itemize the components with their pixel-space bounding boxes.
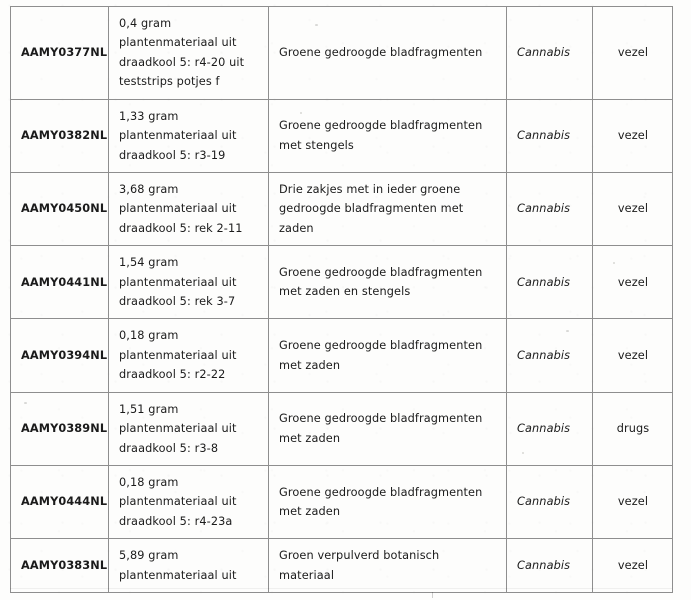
cell-description (109, 392, 269, 465)
cell-classification (593, 246, 673, 319)
observation-line: met zaden (279, 431, 341, 445)
cell-genus (507, 319, 593, 392)
cell-description (109, 466, 269, 539)
cell-genus (507, 539, 593, 593)
cell-observation (269, 319, 507, 392)
description-line: draadkool 5: r3-19 (119, 148, 226, 162)
description-line: 1,51 gram (119, 402, 179, 416)
description-line: plantenmateriaal uit (119, 36, 237, 50)
description-line: 0,4 gram (119, 17, 172, 30)
cell-genus (507, 246, 593, 319)
genus-text: Cannabis (517, 46, 571, 60)
observation-line: zaden (279, 221, 314, 235)
genus-text: Cannabis (517, 275, 571, 289)
genus-text: Cannabis (517, 558, 571, 572)
description-line: 1,54 gram (119, 256, 179, 270)
cell-observation (269, 99, 507, 172)
table-row (11, 539, 673, 593)
genus-text: Cannabis (517, 422, 571, 436)
observation-line: Groene gedroogde bladfragmenten (279, 485, 483, 499)
observation-line: met zaden en stengels (279, 285, 411, 299)
code-text: AAMY0450NL (21, 202, 108, 216)
description-line: plantenmateriaal uit (119, 495, 237, 509)
cell-description (109, 539, 269, 593)
classification-text: vezel (617, 558, 649, 572)
code-text: AAMY0441NL (21, 275, 108, 289)
cell-classification (593, 539, 673, 593)
description-line: draadkool 5: r3-8 (119, 441, 219, 455)
classification-text: vezel (617, 129, 649, 143)
cell-genus (507, 392, 593, 465)
description-line: plantenmateriaal uit (119, 129, 237, 143)
cell-observation (269, 466, 507, 539)
classification-text: vezel (617, 202, 649, 216)
observation-line: met zaden (279, 505, 341, 519)
observation-line: met zaden (279, 358, 341, 372)
code-text: AAMY0377NL (21, 46, 108, 60)
cell-description (109, 246, 269, 319)
cell-observation (269, 539, 507, 593)
cell-code (11, 172, 109, 245)
cell-description (109, 319, 269, 392)
classification-text: vezel (617, 348, 649, 362)
observation-line: materiaal (279, 568, 335, 582)
cell-genus (507, 466, 593, 539)
code-text: AAMY0444NL (21, 495, 108, 509)
cell-description (109, 7, 269, 100)
description-line: plantenmateriaal uit (119, 202, 237, 216)
cell-observation (269, 392, 507, 465)
cell-description (109, 172, 269, 245)
description-line: draadkool 5: r4-20 uit (119, 55, 245, 69)
cell-classification (593, 466, 673, 539)
cell-classification (593, 7, 673, 100)
observation-line: gedroogde bladfragmenten met (279, 202, 464, 216)
table-row (11, 99, 673, 172)
classification-text: vezel (617, 495, 649, 509)
code-text: AAMY0389NL (21, 422, 108, 436)
code-text: AAMY0394NL (21, 348, 108, 362)
page-registration-tick (432, 592, 433, 598)
description-line: 3,68 gram (119, 182, 179, 196)
cell-genus (507, 172, 593, 245)
observation-line: Groene gedroogde bladfragmenten (279, 339, 483, 353)
cell-code (11, 99, 109, 172)
observation-line: Groen verpulverd botanisch (279, 549, 440, 563)
genus-text: Cannabis (517, 495, 571, 509)
observation-line: Groene gedroogde bladfragmenten (279, 412, 483, 426)
cell-code (11, 319, 109, 392)
description-line: 0,18 gram (119, 476, 179, 490)
observation-line: Groene gedroogde bladfragmenten (279, 46, 483, 60)
classification-text: drugs (616, 422, 650, 436)
table-row (11, 7, 673, 100)
cell-description (109, 99, 269, 172)
description-line: draadkool 5: rek 3-7 (119, 295, 236, 309)
description-line: plantenmateriaal uit (119, 422, 237, 436)
page-hairline (10, 588, 672, 589)
cell-observation (269, 7, 507, 100)
code-text: AAMY0383NL (21, 558, 108, 572)
cell-classification (593, 99, 673, 172)
description-line: draadkool 5: r4-23a (119, 514, 233, 528)
table-row (11, 172, 673, 245)
evidence-table-body (11, 7, 673, 593)
cell-genus (507, 99, 593, 172)
observation-line: Drie zakjes met in ieder groene (279, 182, 461, 196)
description-line: plantenmateriaal uit (119, 568, 237, 582)
cell-code (11, 539, 109, 593)
description-line: 1,33 gram (119, 109, 179, 123)
table-row (11, 319, 673, 392)
description-line: plantenmateriaal uit (119, 275, 237, 289)
observation-line: Groene gedroogde bladfragmenten (279, 265, 483, 279)
cell-classification (593, 319, 673, 392)
classification-text: vezel (617, 275, 649, 289)
cell-genus (507, 7, 593, 100)
genus-text: Cannabis (517, 129, 571, 143)
classification-text: vezel (617, 46, 649, 60)
genus-text: Cannabis (517, 202, 571, 216)
description-line: 5,89 gram (119, 549, 179, 563)
cell-classification (593, 392, 673, 465)
table-row (11, 466, 673, 539)
description-line: plantenmateriaal uit (119, 348, 237, 362)
description-line: draadkool 5: r2-22 (119, 368, 226, 382)
cell-observation (269, 172, 507, 245)
description-line: draadkool 5: rek 2-11 (119, 221, 243, 235)
table-row (11, 246, 673, 319)
description-line: teststrips potjes f (119, 75, 220, 89)
cell-code (11, 466, 109, 539)
cell-code (11, 392, 109, 465)
observation-line: Groene gedroogde bladfragmenten (279, 119, 483, 133)
observation-line: met stengels (279, 138, 354, 152)
cell-observation (269, 246, 507, 319)
description-line: 0,18 gram (119, 329, 179, 343)
evidence-table (10, 6, 673, 593)
code-text: AAMY0382NL (21, 129, 108, 143)
table-row (11, 392, 673, 465)
cell-code (11, 7, 109, 100)
cell-classification (593, 172, 673, 245)
genus-text: Cannabis (517, 348, 571, 362)
cell-code (11, 246, 109, 319)
